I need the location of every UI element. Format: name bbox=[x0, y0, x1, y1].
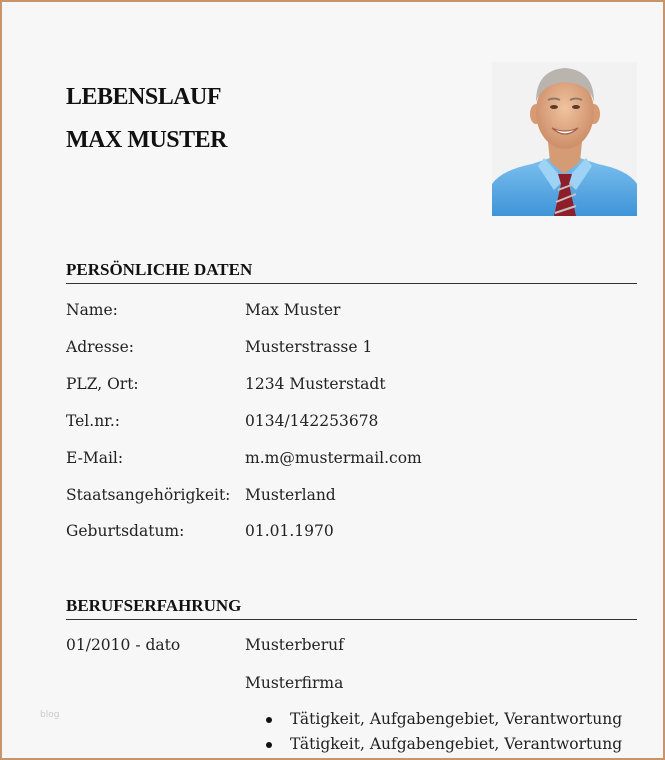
portrait-photo bbox=[492, 62, 637, 216]
bullet-text: Tätigkeit, Aufgabengebiet, Verantwortung bbox=[290, 710, 623, 728]
field-label: E-Mail: bbox=[66, 449, 124, 467]
personal-row-nationality bbox=[66, 486, 637, 508]
personal-row-birthdate bbox=[66, 522, 637, 544]
field-value: 1234 Musterstadt bbox=[245, 375, 386, 393]
personal-row-name bbox=[66, 301, 637, 323]
experience-job-title: Musterberuf bbox=[245, 636, 344, 654]
personal-row-email bbox=[66, 449, 637, 471]
field-label: Tel.nr.: bbox=[66, 412, 121, 430]
bullet-icon bbox=[266, 742, 272, 748]
section-heading-personal: PERSÖNLICHE DATEN bbox=[66, 260, 637, 284]
bullet-text: Tätigkeit, Aufgabengebiet, Verantwortung bbox=[290, 735, 623, 753]
field-label: PLZ, Ort: bbox=[66, 375, 139, 393]
field-label: Name: bbox=[66, 301, 118, 319]
experience-period: 01/2010 - dato bbox=[66, 636, 181, 654]
portrait-illustration bbox=[492, 62, 637, 216]
personal-row-zip-city bbox=[66, 375, 637, 397]
document-title: LEBENSLAUF bbox=[66, 84, 222, 110]
field-value: m.m@mustermail.com bbox=[245, 449, 422, 467]
watermark: blog bbox=[40, 710, 60, 720]
field-label: Adresse: bbox=[66, 338, 135, 356]
bullet-icon bbox=[266, 717, 272, 723]
person-name-title: MAX MUSTER bbox=[66, 127, 227, 153]
field-label: Geburtsdatum: bbox=[66, 522, 185, 540]
experience-company: Musterfirma bbox=[245, 674, 344, 692]
field-value: Musterstrasse 1 bbox=[245, 338, 373, 356]
personal-row-phone bbox=[66, 412, 637, 434]
field-value: 01.01.1970 bbox=[245, 522, 334, 540]
field-label: Staatsangehörigkeit: bbox=[66, 486, 231, 504]
personal-row-address bbox=[66, 338, 637, 360]
field-value: Max Muster bbox=[245, 301, 341, 319]
field-value: 0134/142253678 bbox=[245, 412, 379, 430]
section-heading-experience: BERUFSERFAHRUNG bbox=[66, 596, 637, 620]
field-value: Musterland bbox=[245, 486, 336, 504]
